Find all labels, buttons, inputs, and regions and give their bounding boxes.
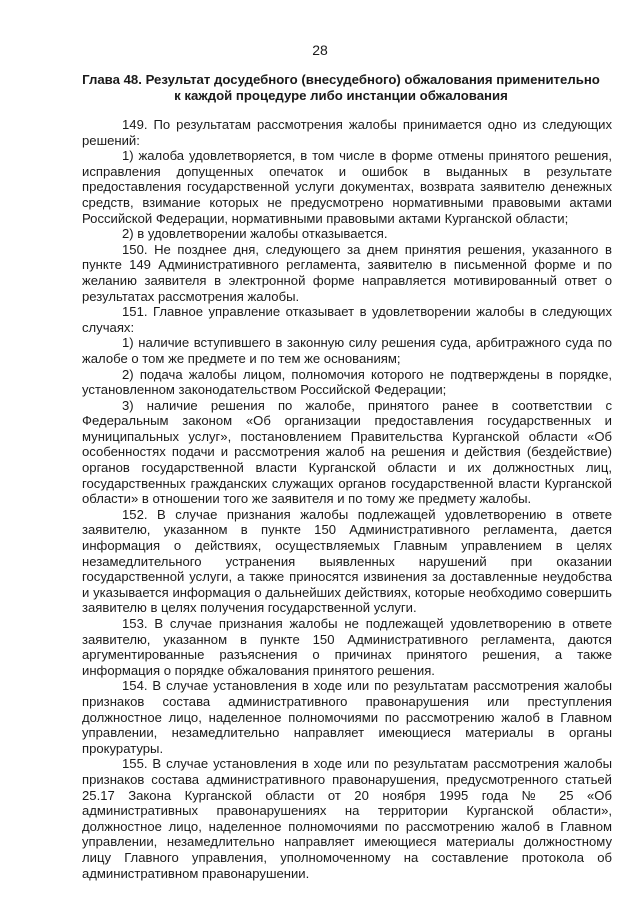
paragraph: 1) жалоба удовлетворяется, в том числе в форме отмены принятого решения, исправления допущенных опечаток и ошибок в выданных в результате предоставления государственной услуги документах, возврата заявителю денежных средств, взимание которых не предусмотрено нормативными правовыми актами Российской Федерации, нормативными правовыми актами Курганской области; (82, 148, 612, 226)
paragraph: 1) наличие вступившего в законную силу решения суда, арбитражного суда по жалобе о том же предмете и по тем же основаниям; (82, 335, 612, 366)
paragraph: 155. В случае установления в ходе или по результатам рассмотрения жалобы признаков состава административного правонарушения, предусмотренного статьей 25.17 Закона Курганской области от 20 ноября 1995 года № 25 «Об административных правонарушениях на территории Курганской области», должностное лицо, наделенное полномочиями по рассмотрению жалоб в Главном управлении, незамедлительно направляет имеющиеся материалы должностному лицу Главного управления, уполномоченному на составление протокола об административном правонарушении. (82, 756, 612, 881)
paragraph: 150. Не позднее дня, следующего за днем принятия решения, указанного в пункте 149 Административного регламента, заявителю в письменной форме и по желанию заявителя в электронной форме направляется мотивированный ответ о результатах рассмотрения жалобы. (82, 241, 612, 304)
paragraph: 149. По результатам рассмотрения жалобы принимается одно из следующих решений: (82, 117, 612, 148)
page-number: 28 (312, 42, 328, 58)
paragraph: 151. Главное управление отказывает в удовлетворении жалобы в следующих случаях: (82, 304, 612, 335)
paragraph: 154. В случае установления в ходе или по результатам рассмотрения жалобы признаков состава административного правонарушения или преступления должностное лицо, наделенное полномочиями по рассмотрению жалоб в Главном управлении, незамедлительно направляет имеющиеся материалы в органы прокуратуры. (82, 678, 612, 756)
paragraph: 152. В случае признания жалобы подлежащей удовлетворению в ответе заявителю, указанном в пункте 150 Административного регламента, дается информация о действиях, осуществляемых Главным управлением в целях незамедлительного устранения выявленных нарушений при оказании государственной услуги, а также приносятся извинения за доставленные неудобства и указывается информация о дальнейших действиях, которые необходимо совершить заявителю в целях получения государственной услуги. (82, 506, 612, 616)
chapter-heading: Глава 48. Результат досудебного (внесудебного) обжалования применительно к каждой процедуре либо инстанции обжалования (82, 72, 600, 103)
paragraph: 2) в удовлетворении жалобы отказывается. (122, 226, 388, 242)
document-body (82, 117, 612, 881)
paragraph: 153. В случае признания жалобы не подлежащей удовлетворению в ответе заявителю, указанном в пункте 150 Административного регламента, даются аргументированные разъяснения о причинах принятого решения, а также информация о порядке обжалования принятого решения. (82, 616, 612, 678)
paragraph: 3) наличие решения по жалобе, принятого ранее в соответствии с Федеральным законом «Об организации предоставления государственных и муниципальных услуг», постановлением Правительства Курганской области «Об особенностях подачи и рассмотрения жалоб на решения и действия (бездействие) органов государственной власти Курганской области и их должностных лиц, государственных гражданских служащих органов государственной власти Курганской области» в отношении того же заявителя и по тому же предмету жалобы. (82, 397, 612, 507)
paragraph: 2) подача жалобы лицом, полномочия которого не подтверждены в порядке, установленном законодательством Российской Федерации; (82, 366, 612, 398)
